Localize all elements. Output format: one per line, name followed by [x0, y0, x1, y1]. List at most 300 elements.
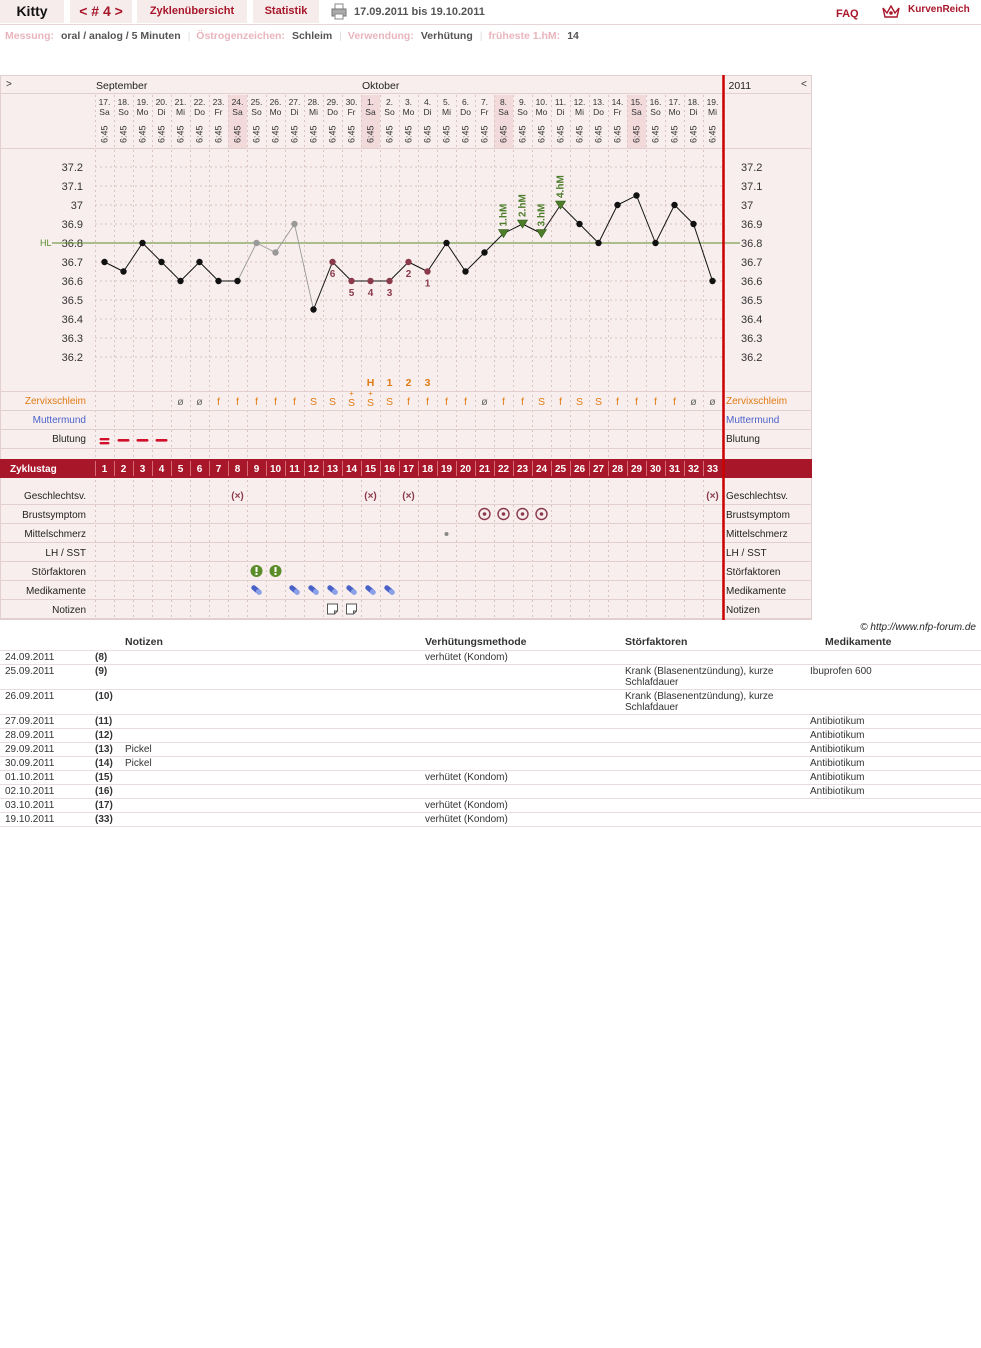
cycle-day-number: 26: [573, 464, 586, 475]
y-tick-label-right: 36.9: [741, 219, 763, 231]
cycle-day-number: 32: [687, 464, 700, 475]
weekday-label: Sa: [631, 107, 642, 117]
peak-label: 1: [386, 377, 393, 389]
time-label: 6:45: [384, 125, 395, 143]
weekday-label: Fr: [480, 107, 489, 117]
date-label: 23.: [212, 97, 225, 107]
date-label: 24.: [231, 97, 244, 107]
note-cycle-day: (17): [90, 799, 120, 813]
weekday-label: So: [517, 107, 528, 117]
notes-row: [0, 771, 981, 785]
tab-statistik[interactable]: Statistik: [253, 0, 319, 23]
weekday-label: Sa: [232, 107, 243, 117]
info-label: früheste 1.hM:: [488, 30, 561, 42]
row-label: Medikamente: [25, 586, 86, 597]
top-bar: [0, 0, 981, 24]
user-name: Kitty: [0, 0, 64, 23]
date-label: 19.: [136, 97, 149, 107]
note-text: Pickel: [120, 743, 420, 757]
note-method: [420, 665, 620, 690]
bleeding-mark: [118, 439, 130, 442]
temperature-point: [234, 278, 240, 284]
date-label: 18.: [117, 97, 130, 107]
note-stoerfaktoren: [620, 715, 805, 729]
date-label: 19.: [706, 97, 719, 107]
cycle-day-number: 21: [478, 464, 491, 475]
time-label: 6:45: [289, 125, 300, 143]
note-cycle-day: (10): [90, 690, 120, 715]
note-method: verhütet (Kondom): [420, 651, 620, 665]
info-value: Schleim: [291, 30, 333, 42]
cycle-day-number: 25: [554, 464, 567, 475]
row-label: Zervixschleim: [24, 396, 86, 407]
time-label: 6:45: [213, 125, 224, 143]
weekday-label: Di: [290, 107, 299, 117]
cervix-symbol: f: [293, 396, 296, 408]
notes-row: [0, 757, 981, 771]
date-label: 15.: [630, 97, 643, 107]
weekday-label: So: [118, 107, 129, 117]
note-text: [120, 715, 420, 729]
notes-row: [0, 813, 981, 827]
time-label: 6:45: [251, 125, 262, 143]
cycle-day-number: 27: [592, 464, 605, 475]
note-cycle-day: (12): [90, 729, 120, 743]
cervix-symbol: f: [654, 396, 657, 408]
date-label: 7.: [480, 97, 489, 107]
row-label: Blutung: [52, 434, 86, 445]
temperature-point: [139, 240, 145, 246]
weekday-label: Mi: [442, 107, 451, 117]
date-label: 10.: [535, 97, 548, 107]
notes-header-row: [0, 634, 981, 651]
note-medikamente: Antibiotikum: [805, 715, 981, 729]
date-label: 20.: [155, 97, 168, 107]
cervix-symbol: S: [328, 396, 337, 408]
bleeding-mark: [137, 439, 149, 442]
date-label: 12.: [573, 97, 586, 107]
temperature-point-low: [405, 259, 411, 265]
cycle-day-number: 22: [497, 464, 510, 475]
row-label-right: Zervixschleim: [726, 396, 788, 407]
cervix-symbol: ø: [481, 396, 488, 408]
cervix-symbol: f: [635, 396, 638, 408]
cycle-day-number: 9: [253, 464, 260, 475]
note-method: verhütet (Kondom): [420, 799, 620, 813]
info-value: 14: [567, 30, 579, 42]
sex-icon: (×): [402, 491, 415, 502]
cycle-navigation[interactable]: < # 4 >: [70, 0, 132, 23]
date-label: 16.: [649, 97, 662, 107]
note-cycle-day: (15): [90, 771, 120, 785]
alert-icon: [256, 573, 258, 575]
time-label: 6:45: [669, 125, 680, 143]
cycle-chart: [0, 75, 812, 621]
cycle-day-number: 20: [459, 464, 472, 475]
breast-icon: [502, 512, 506, 516]
note-method: [420, 729, 620, 743]
temperature-point: [120, 268, 126, 274]
temperature-point: [443, 240, 449, 246]
time-label: 6:45: [631, 125, 642, 143]
temperature-point: [671, 202, 677, 208]
note-medikamente: [805, 813, 981, 827]
row-label-right: Störfaktoren: [726, 567, 781, 578]
weekday-label: Do: [194, 107, 205, 117]
time-label: 6:45: [270, 125, 281, 143]
low-number-label: 3: [386, 288, 393, 299]
time-label: 6:45: [422, 125, 433, 143]
print-icon[interactable]: [331, 3, 347, 20]
date-label: 1.: [366, 97, 375, 107]
date-range: 17.09.2011 bis 19.10.2011: [354, 6, 485, 18]
row-label-right: Mittelschmerz: [726, 529, 788, 540]
date-label: 18.: [687, 97, 700, 107]
weekday-label: Sa: [99, 107, 110, 117]
date-label: 9.: [518, 97, 527, 107]
weekday-label: Sa: [498, 107, 509, 117]
note-date: 02.10.2011: [0, 785, 90, 799]
cycle-day-number: 24: [535, 464, 548, 475]
date-label: 25.: [250, 97, 263, 107]
notes-row: [0, 785, 981, 799]
alert-icon: [275, 573, 277, 575]
note-stoerfaktoren: [620, 813, 805, 827]
cervix-plus: +: [368, 389, 373, 398]
cervix-symbol: S: [366, 397, 375, 409]
note-text: [120, 771, 420, 785]
note-stoerfaktoren: [620, 743, 805, 757]
temperature-point-excluded: [291, 221, 297, 227]
weekday-label: So: [650, 107, 661, 117]
hm-label: 1.hM: [498, 203, 510, 227]
y-tick-label-right: 37.2: [741, 162, 763, 174]
note-date: 03.10.2011: [0, 799, 90, 813]
brand-logo[interactable]: KurvenReich: [908, 4, 970, 15]
y-tick-label: 36.9: [61, 219, 83, 231]
weekday-label: Mo: [136, 107, 149, 117]
cycle-day-label: Zyklustag: [10, 464, 57, 475]
temperature-point: [595, 240, 601, 246]
note-method: [420, 715, 620, 729]
faq-link[interactable]: FAQ: [836, 8, 859, 20]
info-value: Verhütung: [420, 30, 473, 42]
note-text: [120, 785, 420, 799]
note-text: [120, 729, 420, 743]
cervix-symbol: ø: [709, 396, 716, 408]
note-medikamente: [805, 651, 981, 665]
cycle-day-number: 18: [421, 464, 434, 475]
date-label: 29.: [326, 97, 339, 107]
month-label: Oktober: [362, 80, 400, 92]
breast-icon: [521, 512, 525, 516]
peak-label: 3: [424, 377, 431, 389]
note-date: 27.09.2011: [0, 715, 90, 729]
notes-row: [0, 690, 981, 715]
weekday-label: Fr: [347, 107, 356, 117]
cervix-symbol: f: [236, 396, 239, 408]
note-stoerfaktoren: [620, 757, 805, 771]
cycle-day-number: 12: [307, 464, 320, 475]
hm-label: 4.hM: [555, 175, 567, 198]
note-cycle-day: (8): [90, 651, 120, 665]
cycle-day-number: 10: [269, 464, 282, 475]
notes-row: [0, 715, 981, 729]
time-label: 6:45: [441, 125, 452, 143]
weekday-label: Mi: [575, 107, 584, 117]
cervix-symbol: f: [426, 396, 429, 408]
notes-row: [0, 729, 981, 743]
bleeding-mark: [100, 438, 110, 440]
cervix-symbol: f: [502, 396, 505, 408]
note-cycle-day: (16): [90, 785, 120, 799]
cycle-day-number: 11: [289, 464, 300, 475]
time-label: 6:45: [574, 125, 585, 143]
cycle-day-number: 1: [101, 464, 108, 475]
sex-icon: (×): [231, 491, 244, 502]
note-medikamente: Antibiotikum: [805, 785, 981, 799]
temperature-point: [614, 202, 620, 208]
cervix-symbol: S: [347, 397, 356, 409]
time-label: 6:45: [365, 125, 376, 143]
cycle-day-number: 3: [139, 464, 146, 475]
cervix-symbol: f: [274, 396, 277, 408]
time-label: 6:45: [156, 125, 167, 143]
weekday-label: Sa: [365, 107, 376, 117]
weekday-label: Di: [157, 107, 166, 117]
date-label: 2.: [385, 97, 394, 107]
alert-icon: [256, 567, 258, 572]
cervix-symbol: ø: [196, 396, 203, 408]
weekday-label: Mi: [708, 107, 717, 117]
notes-table: [0, 634, 981, 827]
temperature-point: [101, 259, 107, 265]
note-cycle-day: (13): [90, 743, 120, 757]
date-label: 14.: [611, 97, 624, 107]
date-label: 6.: [461, 97, 470, 107]
note-stoerfaktoren: Krank (Blasenentzündung), kurze Schlafdauer: [620, 665, 805, 690]
weekday-label: Di: [556, 107, 565, 117]
time-label: 6:45: [308, 125, 319, 143]
weekday-label: Do: [593, 107, 604, 117]
note-stoerfaktoren: [620, 785, 805, 799]
time-label: 6:45: [688, 125, 699, 143]
cervix-symbol: S: [309, 396, 318, 408]
weekday-label: Mo: [535, 107, 548, 117]
peak-label: H: [366, 377, 375, 389]
low-number-label: 1: [424, 278, 431, 290]
low-number-label: 2: [405, 269, 412, 280]
temperature-point: [462, 268, 468, 274]
row-label-right: Brustsymptom: [726, 510, 790, 521]
weekday-label: So: [251, 107, 262, 117]
note-medikamente: [805, 690, 981, 715]
weekday-label: Mo: [269, 107, 282, 117]
note-date: 25.09.2011: [0, 665, 90, 690]
cervix-symbol: S: [537, 396, 546, 408]
weekday-label: Di: [423, 107, 432, 117]
chart-nav-prev: >: [6, 79, 12, 90]
note-stoerfaktoren: [620, 771, 805, 785]
date-label: 22.: [193, 97, 206, 107]
cycle-day-number: 13: [326, 464, 339, 475]
y-tick-label-right: 36.8: [741, 238, 763, 250]
hl-label: HL: [40, 238, 52, 248]
date-label: 11.: [554, 97, 567, 107]
weekday-label: Mi: [309, 107, 318, 117]
note-stoerfaktoren: [620, 651, 805, 665]
time-label: 6:45: [460, 125, 471, 143]
temperature-point-excluded: [272, 249, 278, 255]
note-method: [420, 757, 620, 771]
year-label: 2011: [728, 80, 752, 92]
note-text: [120, 813, 420, 827]
cycle-day-number: 6: [196, 464, 203, 475]
breast-icon: [483, 512, 487, 516]
info-value: oral / analog / 5 Minuten: [61, 30, 181, 42]
cycle-day-number: 2: [120, 464, 127, 475]
crown-logo-icon: [881, 2, 901, 19]
y-tick-label: 36.2: [61, 352, 83, 364]
temperature-point-low: [386, 278, 392, 284]
bleeding-mark: [156, 439, 168, 442]
cycle-day-number: 4: [158, 464, 165, 475]
note-stoerfaktoren: [620, 729, 805, 743]
alert-icon: [275, 567, 277, 572]
time-label: 6:45: [517, 125, 528, 143]
time-label: 6:45: [707, 125, 718, 143]
col-medikamente: Medikamente: [805, 634, 981, 651]
temperature-point: [196, 259, 202, 265]
cervix-plus: +: [349, 389, 354, 398]
row-label-right: Geschlechtsv.: [726, 491, 789, 502]
cycle-day-number: 29: [630, 464, 643, 475]
y-tick-label-right: 36.6: [741, 276, 763, 288]
note-icon: [328, 604, 338, 614]
temperature-point: [690, 221, 696, 227]
copyright: © http://www.nfp-forum.de: [860, 622, 976, 633]
cycle-day-number: 19: [440, 464, 453, 475]
cycle-day-number: 5: [177, 464, 184, 475]
note-medikamente: Antibiotikum: [805, 743, 981, 757]
note-date: 28.09.2011: [0, 729, 90, 743]
time-label: 6:45: [612, 125, 623, 143]
y-tick-label: 36.8: [61, 238, 83, 250]
row-label: Störfaktoren: [31, 567, 86, 578]
date-label: 27.: [288, 97, 301, 107]
notes-row: [0, 743, 981, 757]
info-label: Verwendung:: [347, 30, 414, 42]
notes-row: [0, 665, 981, 690]
row-label: Notizen: [52, 605, 86, 616]
col-verhuetung: Verhütungsmethode: [420, 634, 620, 651]
date-label: 8.: [499, 97, 508, 107]
date-label: 3.: [404, 97, 413, 107]
bleeding-mark: [100, 442, 110, 444]
cervix-symbol: f: [217, 396, 220, 408]
cycle-day-number: 28: [611, 464, 624, 475]
time-label: 6:45: [498, 125, 509, 143]
hm-label: 3.hM: [536, 203, 548, 227]
mittelschmerz-icon: [445, 532, 449, 536]
time-label: 6:45: [650, 125, 661, 143]
cervix-symbol: f: [559, 396, 562, 408]
date-label: 26.: [269, 97, 282, 107]
time-label: 6:45: [593, 125, 604, 143]
y-tick-label: 36.7: [61, 257, 83, 269]
row-label-right: Muttermund: [726, 415, 780, 426]
notes-row: [0, 651, 981, 665]
note-text: [120, 690, 420, 715]
note-cycle-day: (11): [90, 715, 120, 729]
temperature-point: [576, 221, 582, 227]
row-label: Geschlechtsv.: [23, 491, 86, 502]
cycle-day-number: 16: [383, 464, 396, 475]
cervix-symbol: ø: [177, 396, 184, 408]
date-label: 17.: [98, 97, 111, 107]
weekday-label: Do: [460, 107, 471, 117]
y-tick-label: 36.4: [61, 314, 83, 326]
note-date: 29.09.2011: [0, 743, 90, 757]
cervix-symbol: S: [385, 396, 394, 408]
cervix-symbol: f: [616, 396, 619, 408]
note-text: [120, 799, 420, 813]
temperature-point: [177, 278, 183, 284]
time-label: 6:45: [327, 125, 338, 143]
header-divider: [0, 24, 981, 25]
note-date: 26.09.2011: [0, 690, 90, 715]
cervix-symbol: f: [255, 396, 258, 408]
info-label: Messung:: [5, 30, 55, 42]
temperature-point: [633, 192, 639, 198]
date-label: 5.: [442, 97, 451, 107]
temperature-point: [215, 278, 221, 284]
weekday-label: Mi: [176, 107, 185, 117]
weekday-label: Di: [689, 107, 698, 117]
cycle-day-number: 14: [345, 464, 358, 475]
y-tick-label-right: 36.7: [741, 257, 763, 269]
sex-icon: (×): [706, 491, 719, 502]
cycle-day-number: 33: [706, 464, 719, 475]
weekday-label: So: [384, 107, 395, 117]
cycle-day-number: 15: [364, 464, 377, 475]
y-tick-label-right: 37: [741, 200, 754, 212]
note-cycle-day: (14): [90, 757, 120, 771]
note-date: 01.10.2011: [0, 771, 90, 785]
low-number-label: 4: [367, 288, 374, 299]
cycle-day-number: 30: [649, 464, 662, 475]
note-text: [120, 651, 420, 665]
low-number-label: 6: [329, 269, 336, 280]
info-bar: Messung: oral / analog / 5 Minuten | Östrogenzeichen: Schleim | Verwendung: Verhütung | früheste 1.hM: 14: [5, 30, 579, 42]
time-label: 6:45: [194, 125, 205, 143]
month-label: September: [96, 80, 148, 92]
cervix-symbol: f: [464, 396, 467, 408]
note-medikamente: Antibiotikum: [805, 771, 981, 785]
row-label: Brustsymptom: [22, 510, 86, 521]
time-label: 6:45: [536, 125, 547, 143]
y-tick-label: 36.5: [61, 295, 83, 307]
note-method: [420, 785, 620, 799]
note-date: 30.09.2011: [0, 757, 90, 771]
cervix-symbol: f: [407, 396, 410, 408]
tab-zyklenuebersicht[interactable]: Zyklenübersicht: [137, 0, 247, 23]
y-tick-label: 36.3: [61, 333, 83, 345]
time-label: 6:45: [118, 125, 129, 143]
cycle-day-number: 31: [668, 464, 681, 475]
note-date: 24.09.2011: [0, 651, 90, 665]
cycle-day-number: 7: [215, 464, 222, 475]
